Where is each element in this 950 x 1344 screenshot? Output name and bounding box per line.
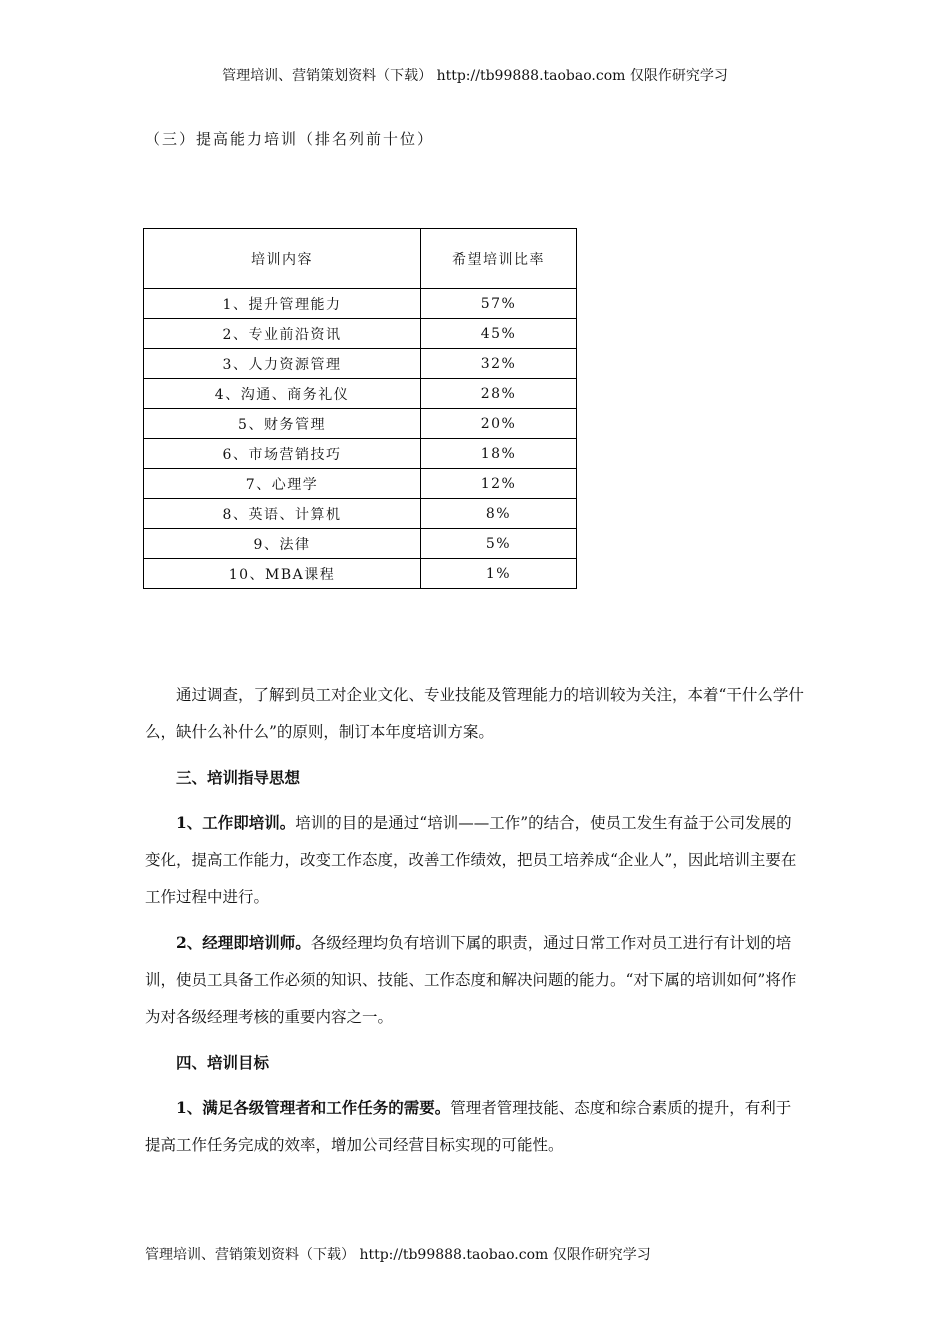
footer-url[interactable]: http://tb99888.taobao.com	[359, 1247, 549, 1263]
footer-tail: 仅限作研究学习	[552, 1247, 651, 1263]
training-rate: 20%	[421, 409, 577, 439]
document-body	[145, 677, 805, 1164]
principle-2-paragraph	[145, 924, 805, 1036]
section-title: （三）提高能力培训（排名列前十位）	[145, 130, 435, 148]
principle-2-title: 2、经理即培训师。	[176, 933, 311, 952]
training-rate: 1%	[421, 559, 577, 589]
table-row	[144, 289, 577, 319]
survey-paragraph: 通过调查，了解到员工对企业文化、专业技能及管理能力的培训较为关注，本着“干什么学什么，缺什么补什么”的原则，制订本年度培训方案。	[145, 686, 804, 741]
training-item: 3、人力资源管理	[144, 349, 421, 379]
training-item: 4、沟通、商务礼仪	[144, 379, 421, 409]
header-title: 管理培训、营销策划资料（下载）	[222, 68, 433, 84]
training-item: 7、心理学	[144, 469, 421, 499]
training-rate: 5%	[421, 529, 577, 559]
table-row	[144, 379, 577, 409]
table-row	[144, 349, 577, 379]
training-item: 8、英语、计算机	[144, 499, 421, 529]
training-item: 5、财务管理	[144, 409, 421, 439]
heading-guiding-principles: 三、培训指导思想	[176, 768, 301, 787]
goal-1-title: 1、满足各级管理者和工作任务的需要。	[176, 1098, 451, 1117]
training-item: 10、MBA课程	[144, 559, 421, 589]
training-ranking-table	[143, 228, 577, 589]
table-row	[144, 559, 577, 589]
principle-1-title: 1、工作即培训。	[176, 813, 296, 832]
training-item: 2、专业前沿资讯	[144, 319, 421, 349]
heading-training-goals: 四、培训目标	[176, 1053, 270, 1072]
training-item: 9、法律	[144, 529, 421, 559]
header-tail: 仅限作研究学习	[629, 68, 728, 84]
principle-1-paragraph	[145, 804, 805, 916]
principle-2-text: 各级经理均负有培训下属的职责，通过日常工作对员工进行有计划的培训，使员工具备工作必须的知识、技能、工作态度和解决问题的能力。“对下属的培训如何”将作为对各级经理考核的重要内容之一。	[145, 934, 797, 1026]
column-header-content: 培训内容	[144, 229, 421, 289]
goal-1-text: 管理者管理技能、态度和综合素质的提升，有利于提高工作任务完成的效率，增加公司经营目标实现的可能性。	[145, 1099, 792, 1154]
table-row	[144, 319, 577, 349]
column-header-rate: 希望培训比率	[421, 229, 577, 289]
training-rate: 32%	[421, 349, 577, 379]
table-row	[144, 409, 577, 439]
training-rate: 12%	[421, 469, 577, 499]
training-rate: 8%	[421, 499, 577, 529]
training-rate: 18%	[421, 439, 577, 469]
principle-1-text: 培训的目的是通过“培训——工作”的结合，使员工发生有益于公司发展的变化，提高工作能力，改变工作态度，改善工作绩效，把员工培养成“企业人”，因此培训主要在工作过程中进行。	[145, 814, 797, 906]
table-row	[144, 469, 577, 499]
training-rate: 28%	[421, 379, 577, 409]
page-header	[0, 66, 950, 86]
training-rate: 57%	[421, 289, 577, 319]
table-row	[144, 439, 577, 469]
table-row	[144, 529, 577, 559]
table-row	[144, 499, 577, 529]
page-footer	[145, 1245, 651, 1265]
training-item: 1、提升管理能力	[144, 289, 421, 319]
table-header-row	[144, 229, 577, 289]
header-url[interactable]: http://tb99888.taobao.com	[436, 68, 626, 84]
training-item: 6、市场营销技巧	[144, 439, 421, 469]
footer-title: 管理培训、营销策划资料（下载）	[145, 1247, 355, 1263]
training-rate: 45%	[421, 319, 577, 349]
goal-1-paragraph	[145, 1089, 805, 1164]
